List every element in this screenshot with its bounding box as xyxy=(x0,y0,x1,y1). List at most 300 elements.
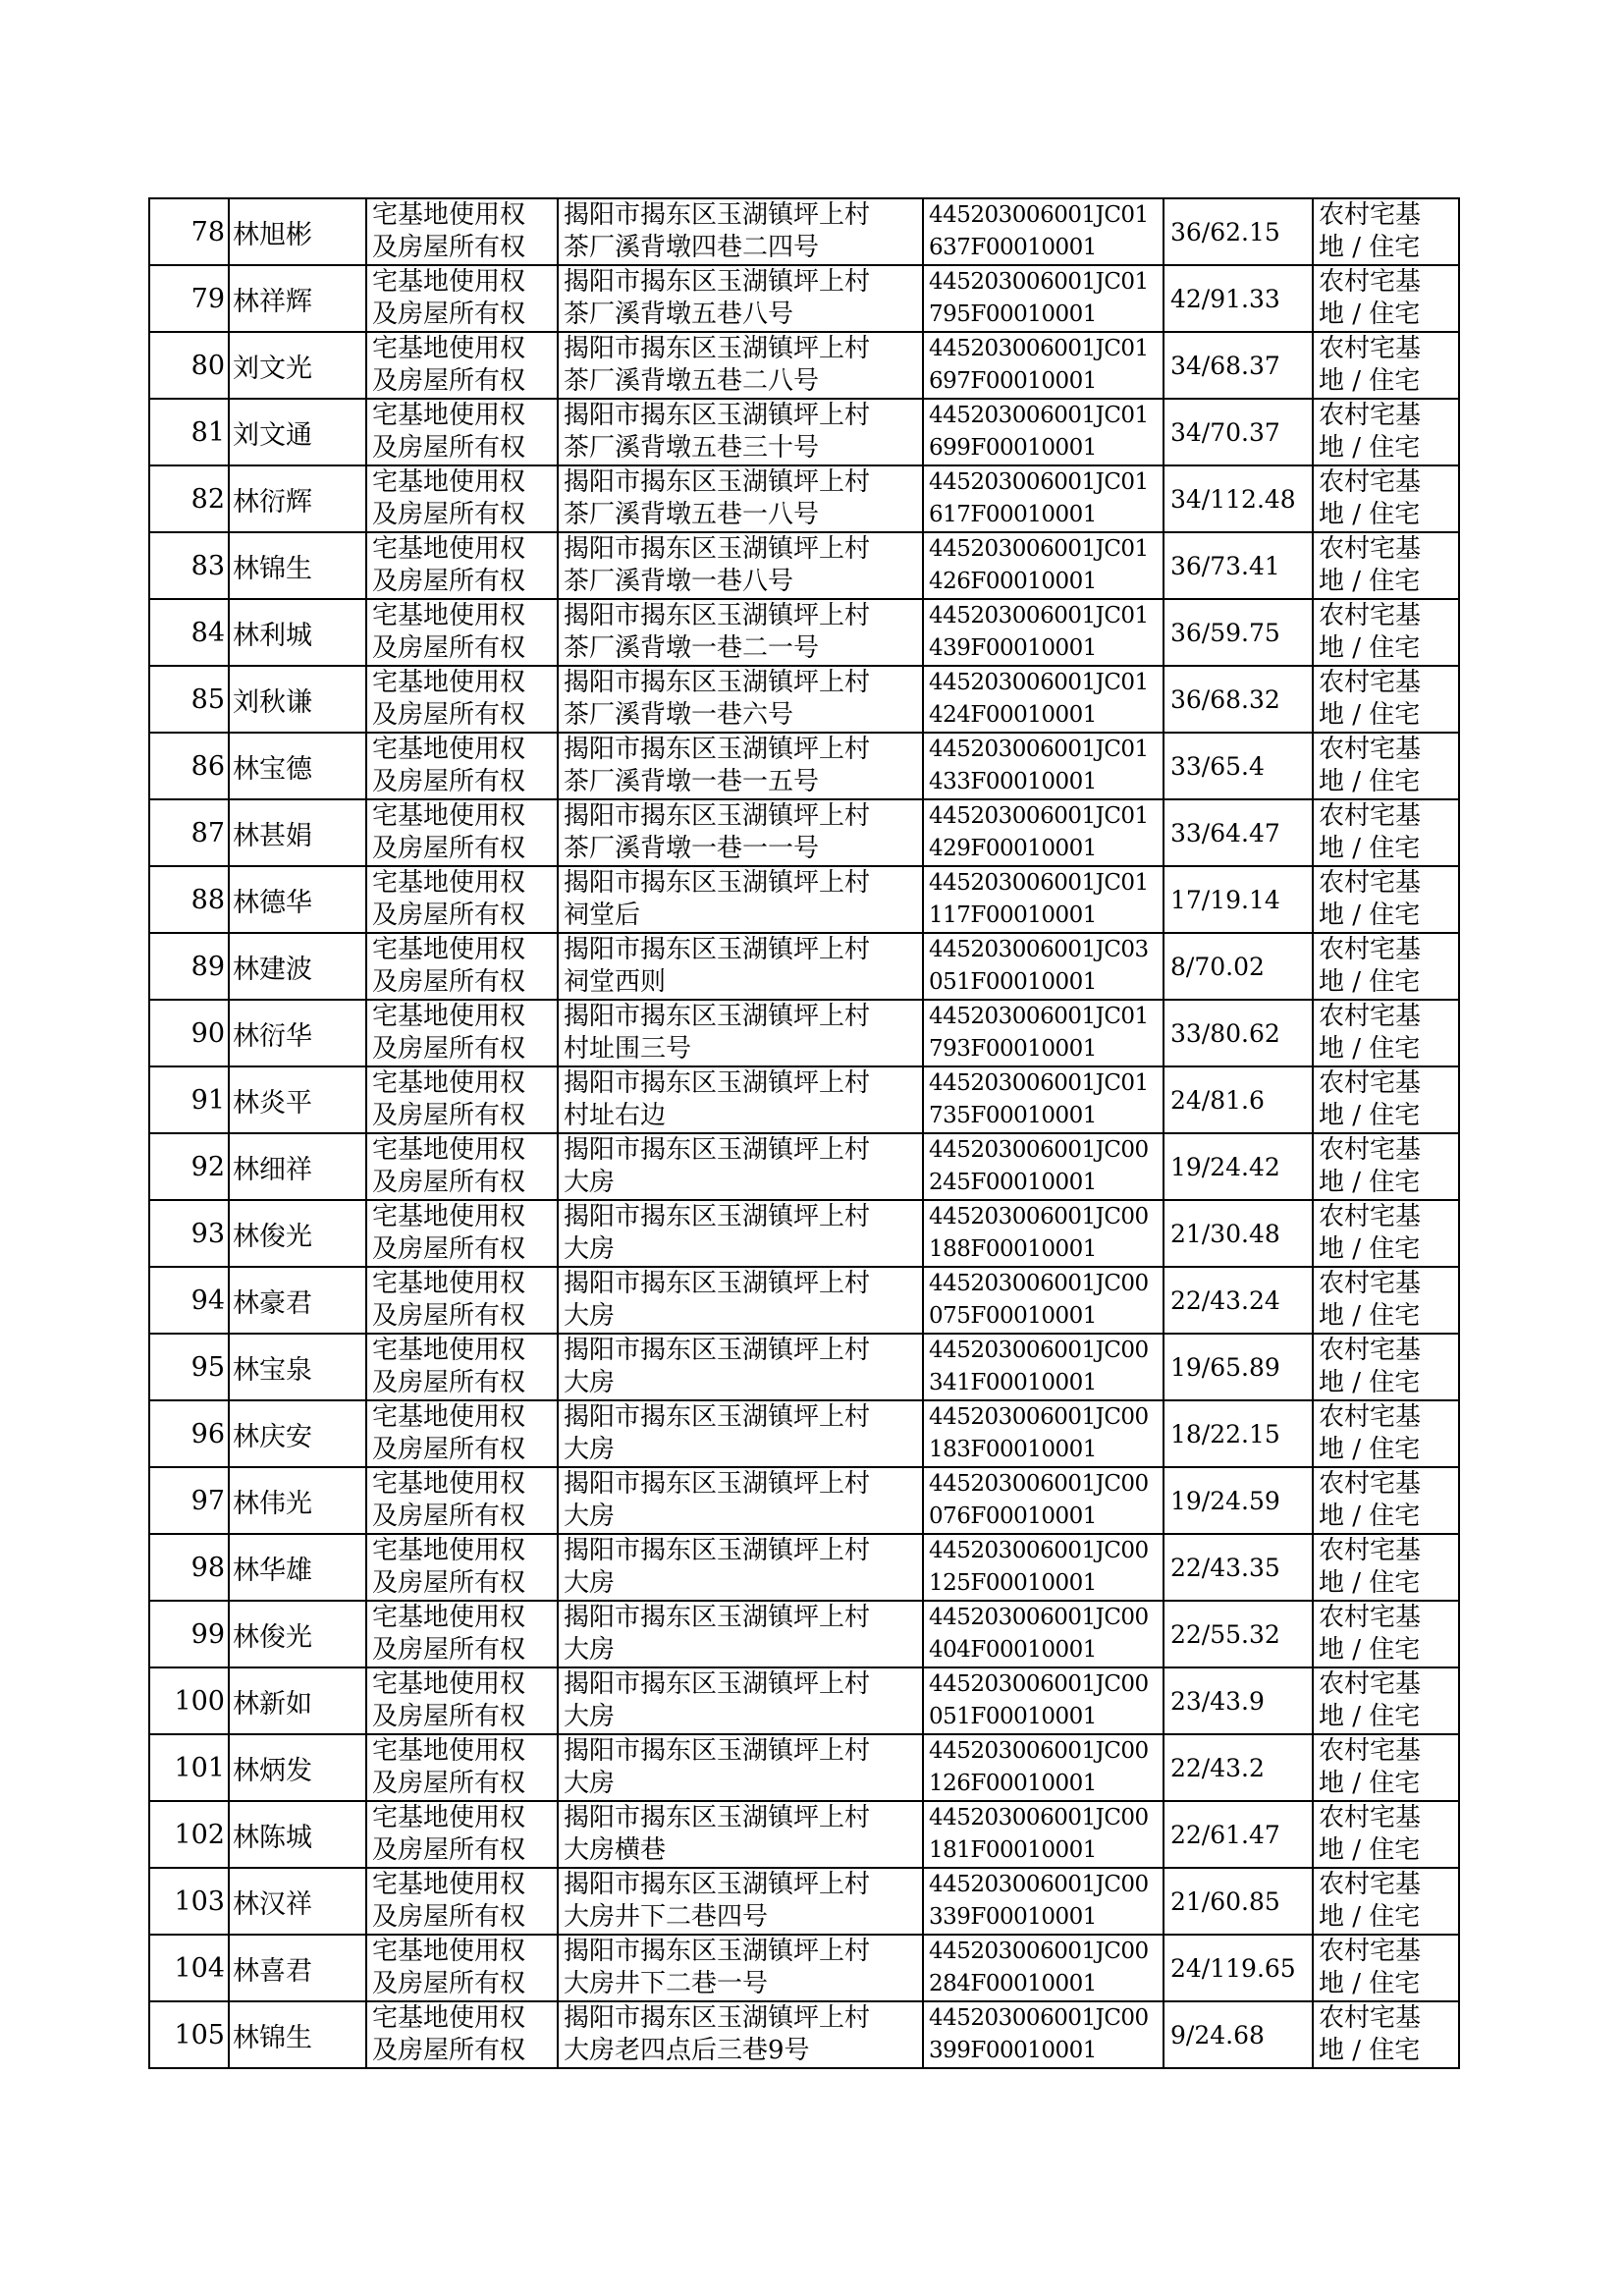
address-line1: 揭阳市揭东区玉湖镇坪上村 xyxy=(564,935,871,964)
right-type-line1: 宅基地使用权 xyxy=(372,1937,526,1966)
owner-name: 林祥辉 xyxy=(229,265,366,332)
unit-code-cell xyxy=(923,1334,1164,1400)
address-cell xyxy=(558,1601,923,1667)
area-cell: 23/43.9 xyxy=(1164,1667,1313,1734)
address-cell xyxy=(558,866,923,933)
land-use-line2: 地 / 住宅 xyxy=(1319,366,1421,396)
row-number: 97 xyxy=(149,1467,229,1534)
address-cell xyxy=(558,1000,923,1066)
address-cell xyxy=(558,1667,923,1734)
land-use-line1: 农村宅基 xyxy=(1319,401,1422,430)
row-number: 101 xyxy=(149,1734,229,1801)
address-line2: 大房 xyxy=(564,1168,616,1197)
right-type-line1: 宅基地使用权 xyxy=(372,1269,526,1298)
owner-name: 林伟光 xyxy=(229,1467,366,1534)
table-row xyxy=(149,332,1459,399)
land-use-line2: 地 / 住宅 xyxy=(1319,300,1421,329)
area-cell: 22/43.2 xyxy=(1164,1734,1313,1801)
address-cell xyxy=(558,1467,923,1534)
address-line1: 揭阳市揭东区玉湖镇坪上村 xyxy=(564,2003,871,2033)
area-cell: 42/91.33 xyxy=(1164,265,1313,332)
land-use-cell xyxy=(1313,1334,1459,1400)
address-line1: 揭阳市揭东区玉湖镇坪上村 xyxy=(564,1336,871,1365)
unit-code-line2: 426F00010001 xyxy=(929,569,1097,594)
owner-name: 林旭彬 xyxy=(229,198,366,265)
right-type-cell xyxy=(366,1066,558,1133)
right-type-line1: 宅基地使用权 xyxy=(372,1669,526,1699)
right-type-line2: 及房屋所有权 xyxy=(372,1769,526,1798)
unit-code-cell xyxy=(923,465,1164,532)
land-use-line1: 农村宅基 xyxy=(1319,668,1422,697)
land-use-line2: 地 / 住宅 xyxy=(1319,1902,1421,1932)
land-use-cell xyxy=(1313,1534,1459,1601)
area-cell: 33/64.47 xyxy=(1164,799,1313,866)
land-use-line1: 农村宅基 xyxy=(1319,1603,1422,1632)
land-use-cell xyxy=(1313,1801,1459,1868)
land-use-line1: 农村宅基 xyxy=(1319,2003,1422,2033)
right-type-cell xyxy=(366,532,558,599)
row-number: 84 xyxy=(149,599,229,666)
area-cell: 34/68.37 xyxy=(1164,332,1313,399)
land-use-line2: 地 / 住宅 xyxy=(1319,1769,1421,1798)
row-number: 79 xyxy=(149,265,229,332)
unit-code-cell xyxy=(923,1066,1164,1133)
land-use-cell xyxy=(1313,1935,1459,2001)
address-cell xyxy=(558,1400,923,1467)
address-cell xyxy=(558,1868,923,1935)
right-type-cell xyxy=(366,733,558,799)
address-line1: 揭阳市揭东区玉湖镇坪上村 xyxy=(564,200,871,230)
address-line2: 茶厂溪背墩一巷六号 xyxy=(564,700,794,730)
land-use-line1: 农村宅基 xyxy=(1319,534,1422,564)
area-cell: 34/112.48 xyxy=(1164,465,1313,532)
right-type-line2: 及房屋所有权 xyxy=(372,1635,526,1665)
right-type-line2: 及房屋所有权 xyxy=(372,633,526,663)
area-cell: 22/43.24 xyxy=(1164,1267,1313,1334)
right-type-cell xyxy=(366,933,558,1000)
unit-code-line1: 445203006001JC01 xyxy=(929,269,1149,295)
address-line2: 大房 xyxy=(564,1769,616,1798)
right-type-cell xyxy=(366,799,558,866)
land-use-line2: 地 / 住宅 xyxy=(1319,433,1421,463)
unit-code-cell xyxy=(923,2001,1164,2068)
owner-name: 林庆安 xyxy=(229,1400,366,1467)
land-use-line2: 地 / 住宅 xyxy=(1319,1635,1421,1665)
row-number: 82 xyxy=(149,465,229,532)
row-number: 104 xyxy=(149,1935,229,2001)
address-cell xyxy=(558,1734,923,1801)
unit-code-cell xyxy=(923,1267,1164,1334)
unit-code-line1: 445203006001JC01 xyxy=(929,469,1149,495)
land-use-cell xyxy=(1313,1133,1459,1200)
table-row xyxy=(149,1667,1459,1734)
land-use-cell xyxy=(1313,265,1459,332)
land-use-line2: 地 / 住宅 xyxy=(1319,700,1421,730)
unit-code-line2: 697F00010001 xyxy=(929,368,1097,394)
address-line2: 茶厂溪背墩一巷一一号 xyxy=(564,834,820,863)
land-use-cell xyxy=(1313,1734,1459,1801)
table-row xyxy=(149,1133,1459,1200)
unit-code-cell xyxy=(923,332,1164,399)
land-use-line1: 农村宅基 xyxy=(1319,1669,1422,1699)
address-line2: 茶厂溪背墩五巷二八号 xyxy=(564,366,820,396)
right-type-cell xyxy=(366,1200,558,1267)
registry-table xyxy=(148,197,1460,2069)
area-cell: 33/80.62 xyxy=(1164,1000,1313,1066)
right-type-cell xyxy=(366,1868,558,1935)
land-use-cell xyxy=(1313,733,1459,799)
right-type-line1: 宅基地使用权 xyxy=(372,1002,526,1031)
area-cell: 17/19.14 xyxy=(1164,866,1313,933)
table-row xyxy=(149,1200,1459,1267)
land-use-line2: 地 / 住宅 xyxy=(1319,1301,1421,1331)
unit-code-line1: 445203006001JC01 xyxy=(929,403,1149,428)
right-type-line2: 及房屋所有权 xyxy=(372,1168,526,1197)
address-line2: 大房老四点后三巷9号 xyxy=(564,2036,810,2065)
right-type-line1: 宅基地使用权 xyxy=(372,267,526,297)
address-line2: 大房井下二巷一号 xyxy=(564,1969,769,1998)
table-row xyxy=(149,666,1459,733)
right-type-cell xyxy=(366,1801,558,1868)
area-cell: 36/62.15 xyxy=(1164,198,1313,265)
row-number: 85 xyxy=(149,666,229,733)
unit-code-line1: 445203006001JC00 xyxy=(929,1872,1149,1897)
address-line2: 茶厂溪背墩一巷一五号 xyxy=(564,767,820,796)
unit-code-line2: 795F00010001 xyxy=(929,301,1097,327)
land-use-line1: 农村宅基 xyxy=(1319,467,1422,497)
row-number: 86 xyxy=(149,733,229,799)
right-type-line1: 宅基地使用权 xyxy=(372,1803,526,1832)
address-line2: 大房 xyxy=(564,1635,616,1665)
address-line1: 揭阳市揭东区玉湖镇坪上村 xyxy=(564,668,871,697)
right-type-line2: 及房屋所有权 xyxy=(372,767,526,796)
address-line1: 揭阳市揭东区玉湖镇坪上村 xyxy=(564,801,871,831)
right-type-cell xyxy=(366,465,558,532)
table-row xyxy=(149,1066,1459,1133)
owner-name: 林德华 xyxy=(229,866,366,933)
area-cell: 19/65.89 xyxy=(1164,1334,1313,1400)
unit-code-line1: 445203006001JC00 xyxy=(929,1939,1149,1964)
land-use-line2: 地 / 住宅 xyxy=(1319,1969,1421,1998)
land-use-line2: 地 / 住宅 xyxy=(1319,567,1421,596)
address-line1: 揭阳市揭东区玉湖镇坪上村 xyxy=(564,601,871,630)
unit-code-line2: 125F00010001 xyxy=(929,1570,1097,1596)
address-cell xyxy=(558,1935,923,2001)
unit-code-cell xyxy=(923,933,1164,1000)
address-line1: 揭阳市揭东区玉湖镇坪上村 xyxy=(564,334,871,363)
row-number: 96 xyxy=(149,1400,229,1467)
right-type-line2: 及房屋所有权 xyxy=(372,1969,526,1998)
address-line1: 揭阳市揭东区玉湖镇坪上村 xyxy=(564,1135,871,1165)
address-line2: 大房 xyxy=(564,1502,616,1531)
row-number: 105 xyxy=(149,2001,229,2068)
right-type-cell xyxy=(366,1667,558,1734)
unit-code-line2: 339F00010001 xyxy=(929,1904,1097,1930)
unit-code-line2: 404F00010001 xyxy=(929,1637,1097,1663)
right-type-line2: 及房屋所有权 xyxy=(372,2036,526,2065)
unit-code-line2: 051F00010001 xyxy=(929,969,1097,995)
right-type-line2: 及房屋所有权 xyxy=(372,1902,526,1932)
right-type-line1: 宅基地使用权 xyxy=(372,1469,526,1499)
right-type-cell xyxy=(366,866,558,933)
unit-code-line2: 075F00010001 xyxy=(929,1303,1097,1329)
table-row xyxy=(149,799,1459,866)
address-cell xyxy=(558,1334,923,1400)
unit-code-line1: 445203006001JC00 xyxy=(929,1271,1149,1296)
address-line2: 大房 xyxy=(564,1568,616,1598)
row-number: 88 xyxy=(149,866,229,933)
owner-name: 林利城 xyxy=(229,599,366,666)
unit-code-line1: 445203006001JC01 xyxy=(929,870,1149,896)
table-row xyxy=(149,933,1459,1000)
address-line2: 茶厂溪背墩五巷三十号 xyxy=(564,433,820,463)
address-cell xyxy=(558,933,923,1000)
land-use-cell xyxy=(1313,532,1459,599)
address-line2: 大房井下二巷四号 xyxy=(564,1902,769,1932)
right-type-cell xyxy=(366,265,558,332)
address-line1: 揭阳市揭东区玉湖镇坪上村 xyxy=(564,1469,871,1499)
owner-name: 林衍华 xyxy=(229,1000,366,1066)
row-number: 90 xyxy=(149,1000,229,1066)
land-use-line2: 地 / 住宅 xyxy=(1319,1234,1421,1264)
address-line1: 揭阳市揭东区玉湖镇坪上村 xyxy=(564,1870,871,1899)
address-cell xyxy=(558,198,923,265)
right-type-line1: 宅基地使用权 xyxy=(372,735,526,764)
unit-code-cell xyxy=(923,265,1164,332)
unit-code-line2: 341F00010001 xyxy=(929,1370,1097,1395)
row-number: 102 xyxy=(149,1801,229,1868)
row-number: 81 xyxy=(149,399,229,465)
owner-name: 林衍辉 xyxy=(229,465,366,532)
unit-code-cell xyxy=(923,1601,1164,1667)
table-row xyxy=(149,866,1459,933)
owner-name: 林俊光 xyxy=(229,1200,366,1267)
area-cell: 19/24.59 xyxy=(1164,1467,1313,1534)
unit-code-line2: 793F00010001 xyxy=(929,1036,1097,1062)
land-use-line1: 农村宅基 xyxy=(1319,601,1422,630)
land-use-cell xyxy=(1313,2001,1459,2068)
right-type-line2: 及房屋所有权 xyxy=(372,500,526,529)
right-type-line2: 及房屋所有权 xyxy=(372,901,526,930)
right-type-cell xyxy=(366,1000,558,1066)
land-use-cell xyxy=(1313,1868,1459,1935)
right-type-line1: 宅基地使用权 xyxy=(372,467,526,497)
area-cell: 24/119.65 xyxy=(1164,1935,1313,2001)
table-row xyxy=(149,733,1459,799)
unit-code-line2: 699F00010001 xyxy=(929,435,1097,461)
address-cell xyxy=(558,399,923,465)
land-use-line1: 农村宅基 xyxy=(1319,1803,1422,1832)
address-cell xyxy=(558,1534,923,1601)
land-use-cell xyxy=(1313,933,1459,1000)
right-type-line1: 宅基地使用权 xyxy=(372,1336,526,1365)
address-line1: 揭阳市揭东区玉湖镇坪上村 xyxy=(564,1002,871,1031)
right-type-line2: 及房屋所有权 xyxy=(372,1835,526,1865)
land-use-cell xyxy=(1313,1400,1459,1467)
right-type-line1: 宅基地使用权 xyxy=(372,2003,526,2033)
unit-code-line2: 637F00010001 xyxy=(929,235,1097,260)
address-line1: 揭阳市揭东区玉湖镇坪上村 xyxy=(564,735,871,764)
unit-code-cell xyxy=(923,1935,1164,2001)
row-number: 93 xyxy=(149,1200,229,1267)
unit-code-cell xyxy=(923,866,1164,933)
owner-name: 林宝德 xyxy=(229,733,366,799)
table-row xyxy=(149,465,1459,532)
owner-name: 林汉祥 xyxy=(229,1868,366,1935)
area-cell: 21/60.85 xyxy=(1164,1868,1313,1935)
land-use-cell xyxy=(1313,198,1459,265)
owner-name: 林细祥 xyxy=(229,1133,366,1200)
right-type-line1: 宅基地使用权 xyxy=(372,334,526,363)
address-line2: 大房横巷 xyxy=(564,1835,667,1865)
address-cell xyxy=(558,599,923,666)
row-number: 83 xyxy=(149,532,229,599)
unit-code-line1: 445203006001JC01 xyxy=(929,803,1149,829)
right-type-cell xyxy=(366,666,558,733)
unit-code-line1: 445203006001JC00 xyxy=(929,1671,1149,1697)
address-cell xyxy=(558,1066,923,1133)
table-row xyxy=(149,1534,1459,1601)
table-row xyxy=(149,1601,1459,1667)
address-line2: 茶厂溪背墩一巷二一号 xyxy=(564,633,820,663)
right-type-line1: 宅基地使用权 xyxy=(372,1603,526,1632)
address-cell xyxy=(558,799,923,866)
land-use-line1: 农村宅基 xyxy=(1319,1202,1422,1231)
land-use-cell xyxy=(1313,1066,1459,1133)
right-type-line2: 及房屋所有权 xyxy=(372,1234,526,1264)
row-number: 89 xyxy=(149,933,229,1000)
right-type-line1: 宅基地使用权 xyxy=(372,668,526,697)
address-cell xyxy=(558,1200,923,1267)
land-use-line2: 地 / 住宅 xyxy=(1319,1702,1421,1731)
address-line1: 揭阳市揭东区玉湖镇坪上村 xyxy=(564,401,871,430)
unit-code-line1: 445203006001JC00 xyxy=(929,1605,1149,1630)
unit-code-line2: 617F00010001 xyxy=(929,502,1097,527)
address-line1: 揭阳市揭东区玉湖镇坪上村 xyxy=(564,1068,871,1098)
right-type-line2: 及房屋所有权 xyxy=(372,1435,526,1464)
land-use-line2: 地 / 住宅 xyxy=(1319,500,1421,529)
address-line1: 揭阳市揭东区玉湖镇坪上村 xyxy=(564,267,871,297)
right-type-cell xyxy=(366,1133,558,1200)
row-number: 94 xyxy=(149,1267,229,1334)
table-row xyxy=(149,1400,1459,1467)
right-type-line2: 及房屋所有权 xyxy=(372,1368,526,1397)
unit-code-line1: 445203006001JC00 xyxy=(929,1338,1149,1363)
row-number: 87 xyxy=(149,799,229,866)
unit-code-cell xyxy=(923,1734,1164,1801)
land-use-cell xyxy=(1313,1467,1459,1534)
address-line1: 揭阳市揭东区玉湖镇坪上村 xyxy=(564,1202,871,1231)
table-row xyxy=(149,399,1459,465)
unit-code-cell xyxy=(923,1000,1164,1066)
land-use-line1: 农村宅基 xyxy=(1319,1269,1422,1298)
address-line2: 茶厂溪背墩五巷八号 xyxy=(564,300,794,329)
land-use-line1: 农村宅基 xyxy=(1319,1536,1422,1565)
right-type-line1: 宅基地使用权 xyxy=(372,200,526,230)
address-cell xyxy=(558,465,923,532)
right-type-cell xyxy=(366,1734,558,1801)
right-type-line1: 宅基地使用权 xyxy=(372,401,526,430)
unit-code-line2: 117F00010001 xyxy=(929,902,1097,928)
table-body xyxy=(149,198,1459,2068)
unit-code-line1: 445203006001JC01 xyxy=(929,737,1149,762)
table-row xyxy=(149,1267,1459,1334)
address-line2: 大房 xyxy=(564,1435,616,1464)
right-type-line2: 及房屋所有权 xyxy=(372,1301,526,1331)
land-use-cell xyxy=(1313,1267,1459,1334)
table-row xyxy=(149,1467,1459,1534)
address-line1: 揭阳市揭东区玉湖镇坪上村 xyxy=(564,1736,871,1766)
area-cell: 8/70.02 xyxy=(1164,933,1313,1000)
area-cell: 21/30.48 xyxy=(1164,1200,1313,1267)
area-cell: 36/68.32 xyxy=(1164,666,1313,733)
area-cell: 22/61.47 xyxy=(1164,1801,1313,1868)
unit-code-line2: 126F00010001 xyxy=(929,1771,1097,1796)
area-cell: 24/81.6 xyxy=(1164,1066,1313,1133)
row-number: 99 xyxy=(149,1601,229,1667)
unit-code-cell xyxy=(923,1534,1164,1601)
row-number: 103 xyxy=(149,1868,229,1935)
table-row xyxy=(149,599,1459,666)
land-use-line1: 农村宅基 xyxy=(1319,868,1422,898)
unit-code-line2: 051F00010001 xyxy=(929,1704,1097,1729)
unit-code-line1: 445203006001JC00 xyxy=(929,1471,1149,1497)
land-use-cell xyxy=(1313,666,1459,733)
address-cell xyxy=(558,332,923,399)
land-use-line2: 地 / 住宅 xyxy=(1319,767,1421,796)
unit-code-line1: 445203006001JC01 xyxy=(929,202,1149,228)
land-use-line2: 地 / 住宅 xyxy=(1319,1502,1421,1531)
unit-code-line1: 445203006001JC01 xyxy=(929,1070,1149,1096)
unit-code-line2: 076F00010001 xyxy=(929,1503,1097,1529)
right-type-line1: 宅基地使用权 xyxy=(372,534,526,564)
land-use-line2: 地 / 住宅 xyxy=(1319,834,1421,863)
land-use-line1: 农村宅基 xyxy=(1319,1937,1422,1966)
address-line2: 茶厂溪背墩五巷一八号 xyxy=(564,500,820,529)
land-use-line1: 农村宅基 xyxy=(1319,334,1422,363)
right-type-cell xyxy=(366,1334,558,1400)
unit-code-line2: 245F00010001 xyxy=(929,1170,1097,1195)
right-type-cell xyxy=(366,1467,558,1534)
address-cell xyxy=(558,1267,923,1334)
land-use-line2: 地 / 住宅 xyxy=(1319,1835,1421,1865)
land-use-line2: 地 / 住宅 xyxy=(1319,2036,1421,2065)
owner-name: 刘文光 xyxy=(229,332,366,399)
owner-name: 林陈城 xyxy=(229,1801,366,1868)
row-number: 92 xyxy=(149,1133,229,1200)
address-line2: 茶厂溪背墩一巷八号 xyxy=(564,567,794,596)
table-row xyxy=(149,1734,1459,1801)
area-cell: 9/24.68 xyxy=(1164,2001,1313,2068)
address-line1: 揭阳市揭东区玉湖镇坪上村 xyxy=(564,1803,871,1832)
unit-code-line1: 445203006001JC01 xyxy=(929,336,1149,361)
land-use-cell xyxy=(1313,1200,1459,1267)
land-use-line1: 农村宅基 xyxy=(1319,1002,1422,1031)
address-cell xyxy=(558,733,923,799)
unit-code-cell xyxy=(923,666,1164,733)
owner-name: 林俊光 xyxy=(229,1601,366,1667)
land-use-line2: 地 / 住宅 xyxy=(1319,1101,1421,1130)
area-cell: 22/43.35 xyxy=(1164,1534,1313,1601)
address-cell xyxy=(558,1133,923,1200)
unit-code-cell xyxy=(923,1400,1164,1467)
unit-code-cell xyxy=(923,1667,1164,1734)
right-type-line2: 及房屋所有权 xyxy=(372,1101,526,1130)
unit-code-line2: 284F00010001 xyxy=(929,1971,1097,1996)
right-type-line2: 及房屋所有权 xyxy=(372,366,526,396)
address-cell xyxy=(558,265,923,332)
right-type-line1: 宅基地使用权 xyxy=(372,935,526,964)
